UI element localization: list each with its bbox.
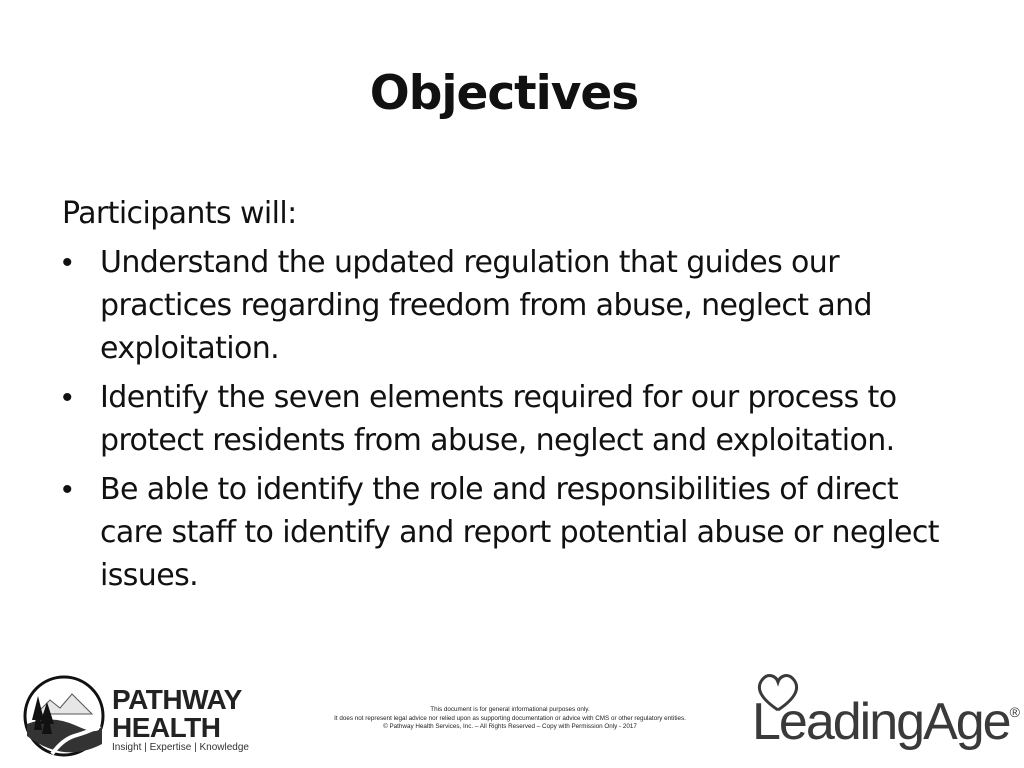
list-item-text: Understand the updated regulation that guides our practices regarding freedom from abuse, neglect and exploitation. [100,245,873,366]
list-item [62,241,962,370]
pathway-logo-tagline: Insight | Expertise | Knowledge [112,742,249,753]
pathway-logo-line2: HEALTH [112,712,221,743]
list-item [62,376,962,462]
bullet-icon: • [62,246,72,279]
slide-title: Objectives [369,66,639,121]
bullet-icon: • [62,381,72,414]
slide-footer [0,668,1024,768]
pathway-health-logo [22,674,252,758]
pathway-emblem-icon [22,674,106,758]
disclaimer-line: This document is for general informational purposes only. [430,706,590,713]
footer-disclaimer [290,706,730,732]
slide-content [62,192,962,597]
leadingage-wordmark: LeadingAge [752,693,1010,751]
pathway-logo-line1: PATHWAY [112,684,242,715]
disclaimer-line: It does not represent legal advice nor relied upon as supporting documentation or advice with CMS or other regulatory entities. [334,714,686,722]
list-item-text: Be able to identify the role and responsibilities of direct care staff to identify and report potential abuse or neglect issues. [100,472,939,593]
bullet-icon: • [62,473,72,506]
registered-mark: ® [1009,704,1020,720]
leadingage-logo [752,672,1020,762]
disclaimer-line: © Pathway Health Services, Inc. – All Rights Reserved – Copy with Permission Only - 2017 [383,723,637,730]
list-item [62,468,962,597]
objectives-list [62,241,962,597]
intro-text: Participants will: [62,196,297,231]
list-item-text: Identify the seven elements required for our process to protect residents from abuse, neglect and exploitation. [100,380,897,458]
